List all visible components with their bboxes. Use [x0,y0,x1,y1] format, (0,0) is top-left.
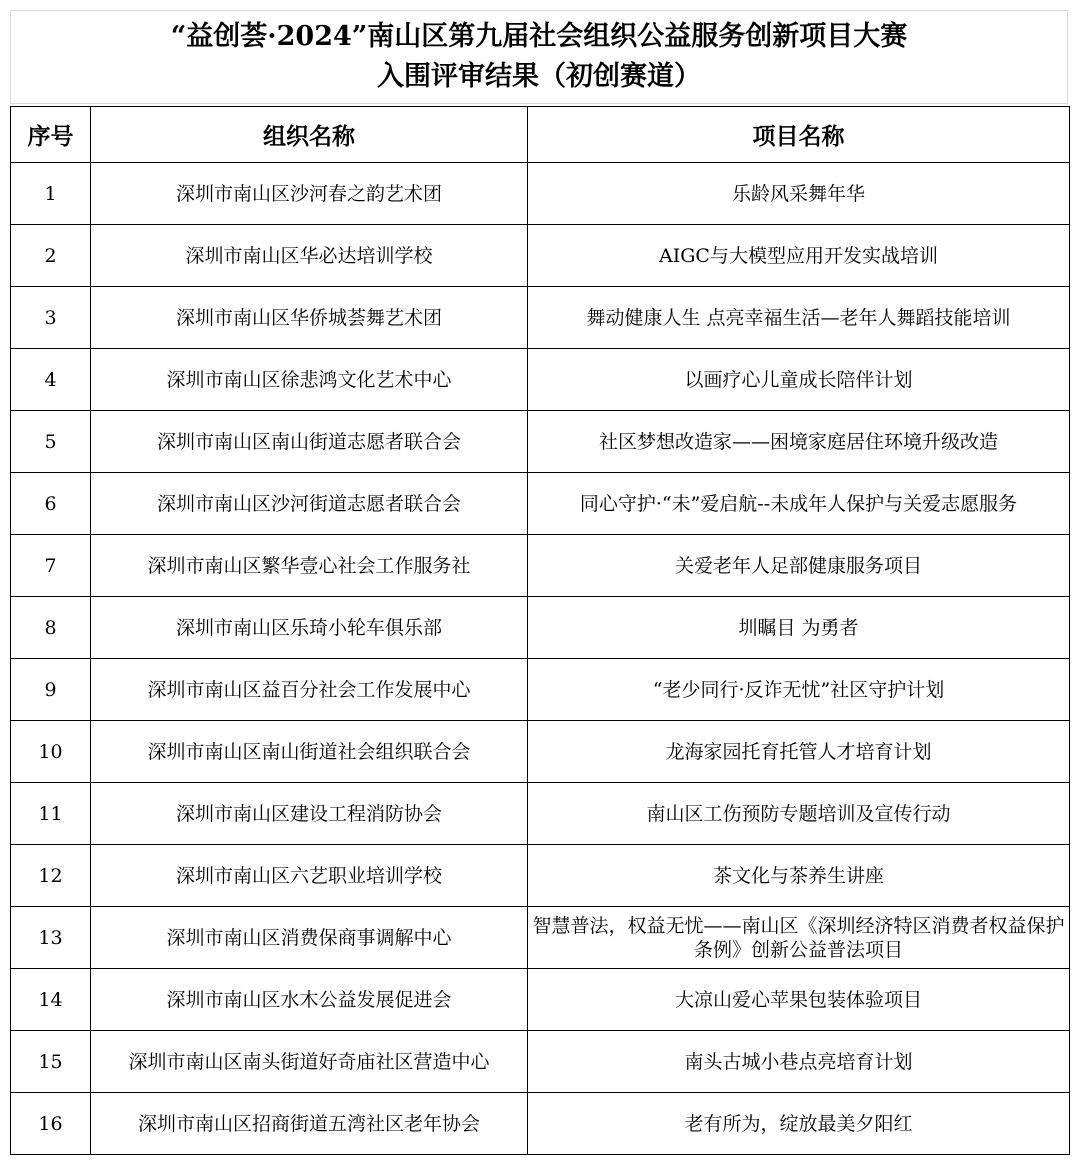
cell-project: AIGC与大模型应用开发实战培训 [528,225,1070,287]
cell-no: 9 [11,659,91,721]
cell-no: 8 [11,597,91,659]
cell-project: 南头古城小巷点亮培育计划 [528,1031,1070,1093]
table-row [11,349,1070,411]
table-row [11,597,1070,659]
cell-project: 圳瞩目 为勇者 [528,597,1070,659]
cell-org: 深圳市南山区华必达培训学校 [91,225,528,287]
cell-project: 舞动健康人生 点亮幸福生活—老年人舞蹈技能培训 [528,287,1070,349]
cell-org: 深圳市南山区益百分社会工作发展中心 [91,659,528,721]
table-row [11,287,1070,349]
cell-org: 深圳市南山区六艺职业培训学校 [91,845,528,907]
cell-no: 14 [11,969,91,1031]
cell-org: 深圳市南山区乐琦小轮车俱乐部 [91,597,528,659]
cell-no: 6 [11,473,91,535]
table-row [11,845,1070,907]
table-row [11,907,1070,969]
cell-project: 社区梦想改造家——困境家庭居住环境升级改造 [528,411,1070,473]
results-table [10,106,1070,1155]
table-row [11,969,1070,1031]
table-row [11,721,1070,783]
header-org: 组织名称 [91,107,528,163]
title-line-2: 入围评审结果（初创赛道） [377,61,701,92]
table-header-row [11,107,1070,163]
cell-no: 3 [11,287,91,349]
cell-project: 同心守护·“未”爱启航--未成年人保护与关爱志愿服务 [528,473,1070,535]
cell-project: 龙海家园托育托管人才培育计划 [528,721,1070,783]
header-no: 序号 [11,107,91,163]
cell-org: 深圳市南山区繁华壹心社会工作服务社 [91,535,528,597]
cell-no: 7 [11,535,91,597]
cell-project: 智慧普法，权益无忧——南山区《深圳经济特区消费者权益保护条例》创新公益普法项目 [528,907,1070,969]
cell-org: 深圳市南山区消费保商事调解中心 [91,907,528,969]
cell-project: 茶文化与茶养生讲座 [528,845,1070,907]
table-row [11,659,1070,721]
cell-project: 大凉山爱心苹果包装体验项目 [528,969,1070,1031]
title-line-1: “益创荟·2024”南山区第九届社会组织公益服务创新项目大赛 [170,21,908,52]
cell-org: 深圳市南山区沙河春之韵艺术团 [91,163,528,225]
table-row [11,535,1070,597]
header-project: 项目名称 [528,107,1070,163]
cell-no: 5 [11,411,91,473]
table-row [11,1093,1070,1155]
cell-org: 深圳市南山区南山街道志愿者联合会 [91,411,528,473]
cell-org: 深圳市南山区建设工程消防协会 [91,783,528,845]
cell-org: 深圳市南山区招商街道五湾社区老年协会 [91,1093,528,1155]
cell-no: 15 [11,1031,91,1093]
cell-no: 12 [11,845,91,907]
cell-no: 10 [11,721,91,783]
cell-org: 深圳市南山区徐悲鸿文化艺术中心 [91,349,528,411]
cell-project: “老少同行·反诈无忧”社区守护计划 [528,659,1070,721]
document-title [10,10,1068,104]
cell-no: 4 [11,349,91,411]
table-row [11,1031,1070,1093]
cell-org: 深圳市南山区水木公益发展促进会 [91,969,528,1031]
table-row [11,163,1070,225]
table-row [11,473,1070,535]
cell-org: 深圳市南山区沙河街道志愿者联合会 [91,473,528,535]
cell-no: 2 [11,225,91,287]
cell-project: 乐龄风采舞年华 [528,163,1070,225]
table-row [11,225,1070,287]
cell-project: 以画疗心儿童成长陪伴计划 [528,349,1070,411]
cell-no: 13 [11,907,91,969]
table-row [11,783,1070,845]
table-row [11,411,1070,473]
cell-no: 16 [11,1093,91,1155]
cell-org: 深圳市南山区华侨城荟舞艺术团 [91,287,528,349]
cell-org: 深圳市南山区南头街道好奇庙社区营造中心 [91,1031,528,1093]
cell-project: 南山区工伤预防专题培训及宣传行动 [528,783,1070,845]
cell-no: 1 [11,163,91,225]
cell-no: 11 [11,783,91,845]
cell-project: 关爱老年人足部健康服务项目 [528,535,1070,597]
cell-project: 老有所为，绽放最美夕阳红 [528,1093,1070,1155]
cell-org: 深圳市南山区南山街道社会组织联合会 [91,721,528,783]
